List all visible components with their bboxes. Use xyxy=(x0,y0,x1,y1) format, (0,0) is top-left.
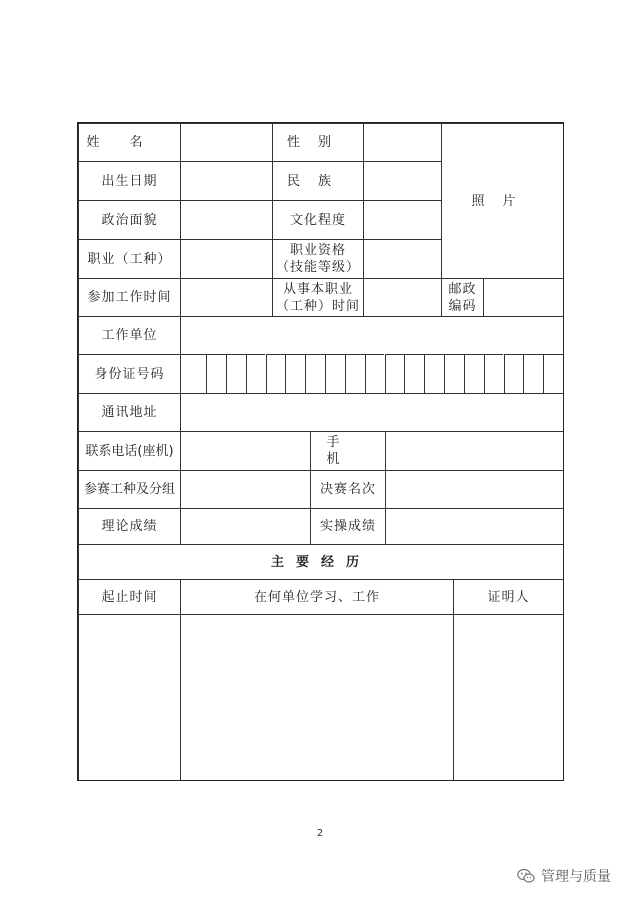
education-field[interactable] xyxy=(363,200,441,239)
practice-score-label: 实操成绩 xyxy=(310,508,385,544)
id-digit-box[interactable] xyxy=(345,354,365,393)
occupation-field[interactable] xyxy=(180,239,272,278)
experience-section-title: 主要经历 xyxy=(78,544,563,579)
employer-field[interactable] xyxy=(180,316,563,354)
rank-label: 决赛名次 xyxy=(310,470,385,508)
theory-score-field[interactable] xyxy=(180,508,310,544)
id-digit-box[interactable] xyxy=(226,354,246,393)
occupation-label: 职业（工种） xyxy=(78,239,180,278)
witness-entry-area[interactable] xyxy=(453,614,563,781)
gender-field[interactable] xyxy=(363,123,441,161)
where-entry-area[interactable] xyxy=(180,614,453,781)
table-border-top xyxy=(77,122,564,123)
period-entry-area[interactable] xyxy=(78,614,180,781)
id-digit-box[interactable] xyxy=(444,354,464,393)
postal-code-field[interactable] xyxy=(483,278,563,316)
address-field[interactable] xyxy=(180,393,563,431)
employer-label: 工作单位 xyxy=(78,316,180,354)
years-in-occupation-field[interactable] xyxy=(363,278,441,316)
witness-header: 证明人 xyxy=(453,579,563,614)
birth-label: 出生日期 xyxy=(78,161,180,200)
id-digit-box[interactable] xyxy=(404,354,424,393)
rank-field[interactable] xyxy=(385,470,563,508)
where-header: 在何单位学习、工作 xyxy=(180,579,453,614)
work-start-label: 参加工作时间 xyxy=(78,278,180,316)
id-digit-box[interactable] xyxy=(504,354,524,393)
id-number-spacer xyxy=(180,354,206,393)
id-digit-box[interactable] xyxy=(484,354,504,393)
id-digit-box[interactable] xyxy=(206,354,226,393)
political-label: 政治面貌 xyxy=(78,200,180,239)
qualification-field[interactable] xyxy=(363,239,441,278)
postal-code-label: 邮政 编码 xyxy=(441,278,483,316)
id-digit-box[interactable] xyxy=(285,354,305,393)
qualification-label: 职业资格 （技能等级） xyxy=(272,239,363,278)
wechat-icon xyxy=(517,868,535,884)
id-digit-box[interactable] xyxy=(246,354,266,393)
gender-label: 性别 xyxy=(272,123,363,161)
mobile-label: 手机 xyxy=(310,431,385,470)
table-border-right xyxy=(563,123,564,781)
ethnic-label: 民族 xyxy=(272,161,363,200)
period-header: 起止时间 xyxy=(78,579,180,614)
id-digit-box[interactable] xyxy=(305,354,325,393)
theory-score-label: 理论成绩 xyxy=(78,508,180,544)
work-start-field[interactable] xyxy=(180,278,272,316)
name-label: 姓名 xyxy=(78,123,180,161)
landline-field[interactable] xyxy=(180,431,310,470)
id-digit-box[interactable] xyxy=(385,354,405,393)
birth-field[interactable] xyxy=(180,161,272,200)
page-number: 2 xyxy=(316,828,324,839)
event-field[interactable] xyxy=(180,470,310,508)
education-label: 文化程度 xyxy=(272,200,363,239)
photo-box[interactable]: 照片 xyxy=(441,123,563,278)
practice-score-field[interactable] xyxy=(385,508,563,544)
mobile-field[interactable] xyxy=(385,431,563,470)
political-field[interactable] xyxy=(180,200,272,239)
id-number-label: 身份证号码 xyxy=(78,354,180,393)
id-digit-box[interactable] xyxy=(266,354,286,393)
address-label: 通讯地址 xyxy=(78,393,180,431)
years-in-occupation-label: 从事本职业 （工种）时间 xyxy=(272,278,363,316)
table-border-left xyxy=(77,123,78,781)
id-digit-box[interactable] xyxy=(543,354,563,393)
id-digit-box[interactable] xyxy=(325,354,345,393)
name-field[interactable] xyxy=(180,123,272,161)
id-digit-box[interactable] xyxy=(464,354,484,393)
id-digit-box[interactable] xyxy=(424,354,444,393)
table-border-bottom xyxy=(77,780,564,781)
event-label: 参赛工种及分组 xyxy=(78,470,180,508)
id-digit-box[interactable] xyxy=(523,354,543,393)
id-digit-box[interactable] xyxy=(365,354,385,393)
landline-label: 联系电话(座机) xyxy=(78,431,180,470)
watermark-text: 管理与质量 xyxy=(541,869,611,885)
watermark xyxy=(517,866,611,886)
ethnic-field[interactable] xyxy=(363,161,441,200)
